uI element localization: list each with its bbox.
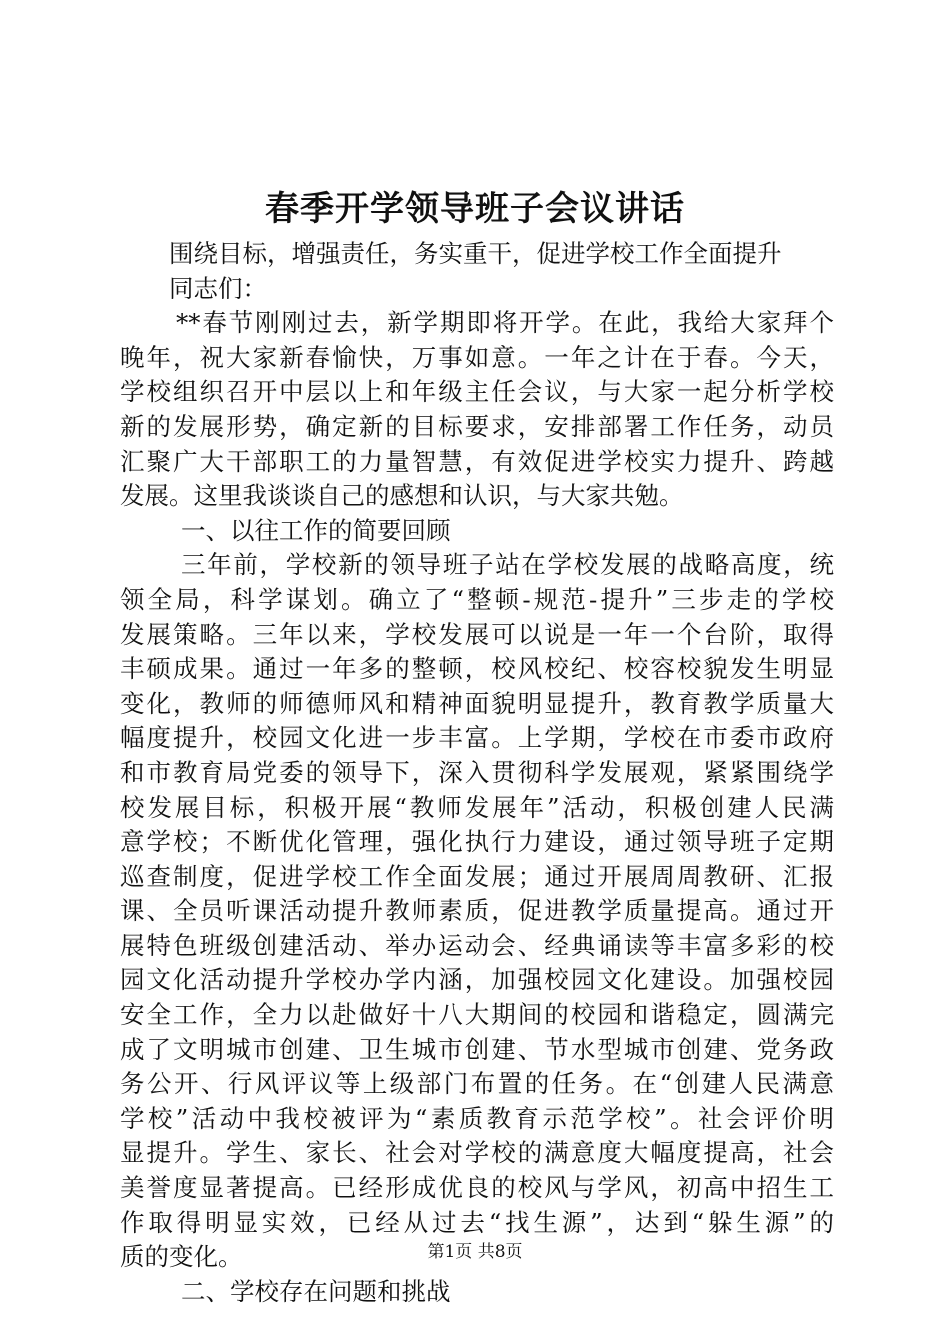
- page-number-footer: 第1页 共8页: [427, 1242, 523, 1262]
- paragraph-line: 学校组织召开中层以上和年级主任会议，与大家一起分析学校: [120, 377, 834, 407]
- paragraph-line: 丰硕成果。通过一年多的整顿，校风校纪、校容校貌发生明显: [120, 654, 834, 684]
- document-body: [120, 237, 834, 1309]
- paragraph-line: 三年前，学校新的领导班子站在学校发展的战略高度，统: [181, 550, 834, 580]
- paragraph-line: 质的变化。: [120, 1242, 243, 1272]
- section-heading-1: 一、以往工作的简要回顾: [181, 515, 451, 545]
- paragraph-line: **春节刚刚过去，新学期即将开学。在此，我给大家拜个: [176, 308, 834, 338]
- paragraph-line: 务公开、行风评议等上级部门布置的任务。在“创建人民满意: [120, 1069, 834, 1099]
- paragraph-line: 展特色班级创建活动、举办运动会、经典诵读等丰富多彩的校: [120, 930, 834, 960]
- paragraph-line: 晚年，祝大家新春愉快，万事如意。一年之计在于春。今天，: [120, 342, 834, 372]
- paragraph-line: 变化，教师的师德师风和精神面貌明显提升，教育教学质量大: [120, 688, 834, 718]
- document-title: 春季开学领导班子会议讲话: [265, 189, 685, 229]
- section-heading-2: 二、学校存在问题和挑战: [181, 1276, 451, 1306]
- paragraph-line: 美誉度显著提高。已经形成优良的校风与学风，初高中招生工: [120, 1173, 834, 1203]
- paragraph-line: 发展。这里我谈谈自己的感想和认识，与大家共勉。: [120, 481, 684, 511]
- paragraph-line: 成了文明城市创建、卫生城市创建、节水型城市创建、党务政: [120, 1034, 834, 1064]
- paragraph-line: 巡查制度，促进学校工作全面发展；通过开展周周教研、汇报: [120, 861, 834, 891]
- paragraph-line: 安全工作，全力以赴做好十八大期间的校园和谐稳定，圆满完: [120, 1000, 834, 1030]
- paragraph-line: 幅度提升，校园文化进一步丰富。上学期，学校在市委市政府: [120, 723, 834, 753]
- paragraph-line: 发展策略。三年以来，学校发展可以说是一年一个台阶，取得: [120, 619, 834, 649]
- paragraph-line: 课、全员听课活动提升教师素质，促进教学质量提高。通过开: [120, 896, 834, 926]
- paragraph-line: 校发展目标，积极开展“教师发展年”活动，积极创建人民满: [120, 792, 834, 822]
- paragraph-line: 意学校；不断优化管理，强化执行力建设，通过领导班子定期: [120, 827, 834, 857]
- paragraph-line: 学校”活动中我校被评为“素质教育示范学校”。社会评价明: [120, 1103, 834, 1133]
- paragraph-line: 汇聚广大干部职工的力量智慧，有效促进学校实力提升、跨越: [120, 446, 834, 476]
- salutation: 同志们：: [169, 273, 267, 303]
- paragraph-line: 园文化活动提升学校办学内涵，加强校园文化建设。加强校园: [120, 965, 834, 995]
- document-subtitle: 围绕目标，增强责任，务实重干，促进学校工作全面提升: [169, 239, 782, 268]
- paragraph-line: 领全局，科学谋划。确立了“整顿-规范-提升”三步走的学校: [120, 584, 834, 614]
- paragraph-line: 和市教育局党委的领导下，深入贯彻科学发展观，紧紧围绕学: [120, 757, 834, 787]
- paragraph-line: 新的发展形势，确定新的目标要求，安排部署工作任务，动员: [120, 411, 834, 441]
- paragraph-line: 显提升。学生、家长、社会对学校的满意度大幅度提高，社会: [120, 1138, 834, 1168]
- paragraph-line: 作取得明显实效，已经从过去“找生源”，达到“躲生源”的: [120, 1207, 834, 1237]
